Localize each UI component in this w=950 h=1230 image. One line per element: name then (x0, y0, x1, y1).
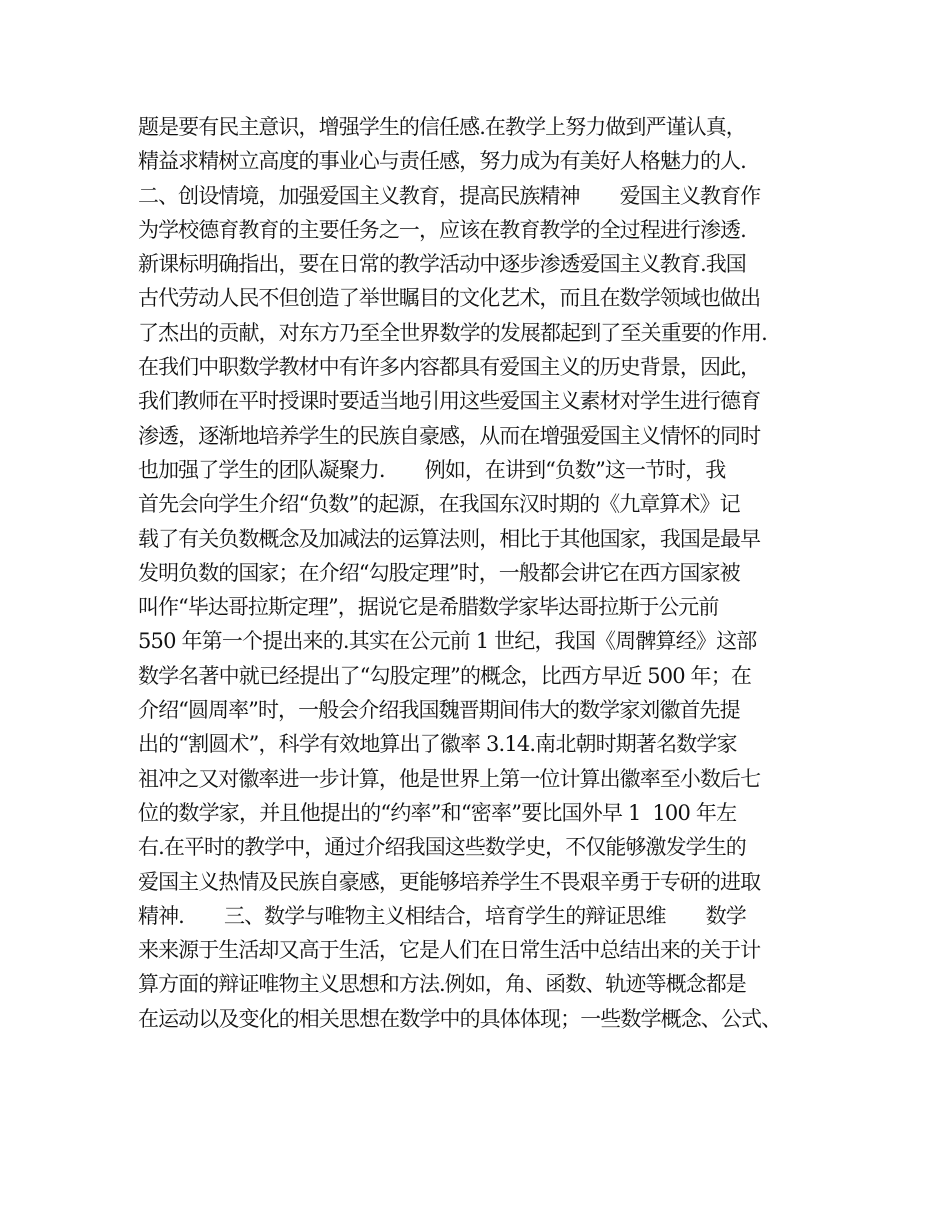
text-line: 右.在平时的教学中，通过介绍我国这些数学史，不仅能够激发学生的 (138, 835, 746, 860)
text-line: 首先会向学生介绍“负数”的起源，在我国东汉时期的《九章算术》记 (138, 492, 740, 517)
text-line: 数学名著中就已经提出了“勾股定理”的概念，比西方早近 500 年；在 (138, 663, 752, 688)
text-line: 在运动以及变化的相关思想在数学中的具体体现；一些数学概念、公式、 (138, 1006, 782, 1031)
text-line: 了杰出的贡献，对东方乃至全世界数学的发展都起到了至关重要的作用. (138, 320, 767, 345)
text-line: 介绍“圆周率”时，一般会介绍我国魏晋期间伟大的数学家刘徽首先提 (138, 698, 740, 723)
text-line: 也加强了学生的团队凝聚力. 例如，在讲到“负数”这一节时，我 (138, 457, 726, 482)
text-line: 新课标明确指出，要在日常的教学活动中逐步渗透爱国主义教育.我国 (138, 252, 746, 277)
text-line: 我们教师在平时授课时要适当地引用这些爱国主义素材对学生进行德育 (138, 389, 761, 414)
text-line: 精益求精树立高度的事业心与责任感，努力成为有美好人格魅力的人. (138, 149, 746, 174)
text-line: 算方面的辩证唯物主义思想和方法.例如，角、函数、轨迹等概念都是 (138, 972, 746, 997)
text-line: 550 年第一个提出来的.其实在公元前 1 世纪，我国《周髀算经》这部 (138, 629, 757, 654)
text-line: 发明负数的国家；在介绍“勾股定理”时，一般都会讲它在西方国家被 (138, 560, 740, 585)
text-line: 位的数学家，并且他提出的“约率”和“密率”要比国外早 1 100 年左 (138, 800, 737, 825)
body-text (138, 110, 838, 1036)
text-line: 载了有关负数概念及加减法的运算法则，相比于其他国家，我国是最早 (138, 526, 761, 551)
text-line: 来来源于生活却又高于生活，它是人们在日常生活中总结出来的关于计 (138, 938, 761, 963)
text-line: 精神. 三、数学与唯物主义相结合，培育学生的辩证思维 数学 (138, 903, 746, 928)
text-line: 叫作“毕达哥拉斯定理”，据说它是希腊数学家毕达哥拉斯于公元前 (138, 595, 719, 620)
text-line: 祖冲之又对徽率进一步计算，他是世界上第一位计算出徽率至小数后七 (138, 766, 761, 791)
text-line: 渗透，逐渐地培养学生的民族自豪感，从而在增强爱国主义情怀的同时 (138, 423, 761, 448)
text-line: 在我们中职数学教材中有许多内容都具有爱国主义的历史背景，因此， (138, 355, 761, 380)
text-line: 古代劳动人民不但创造了举世瞩目的文化艺术，而且在数学领域也做出 (138, 286, 761, 311)
text-line: 爱国主义热情及民族自豪感，更能够培养学生不畏艰辛勇于专研的进取 (138, 869, 761, 894)
text-line: 题是要有民主意识，增强学生的信任感.在教学上努力做到严谨认真， (138, 115, 746, 139)
text-line: 二、创设情境，加强爱国主义教育，提高民族精神 爱国主义教育作 (138, 183, 761, 208)
text-line: 为学校德育教育的主要任务之一，应该在教育教学的全过程进行渗透. (138, 217, 746, 242)
text-line: 出的“割圆术”，科学有效地算出了徽率 3.14.南北朝时期著名数学家 (138, 732, 737, 757)
